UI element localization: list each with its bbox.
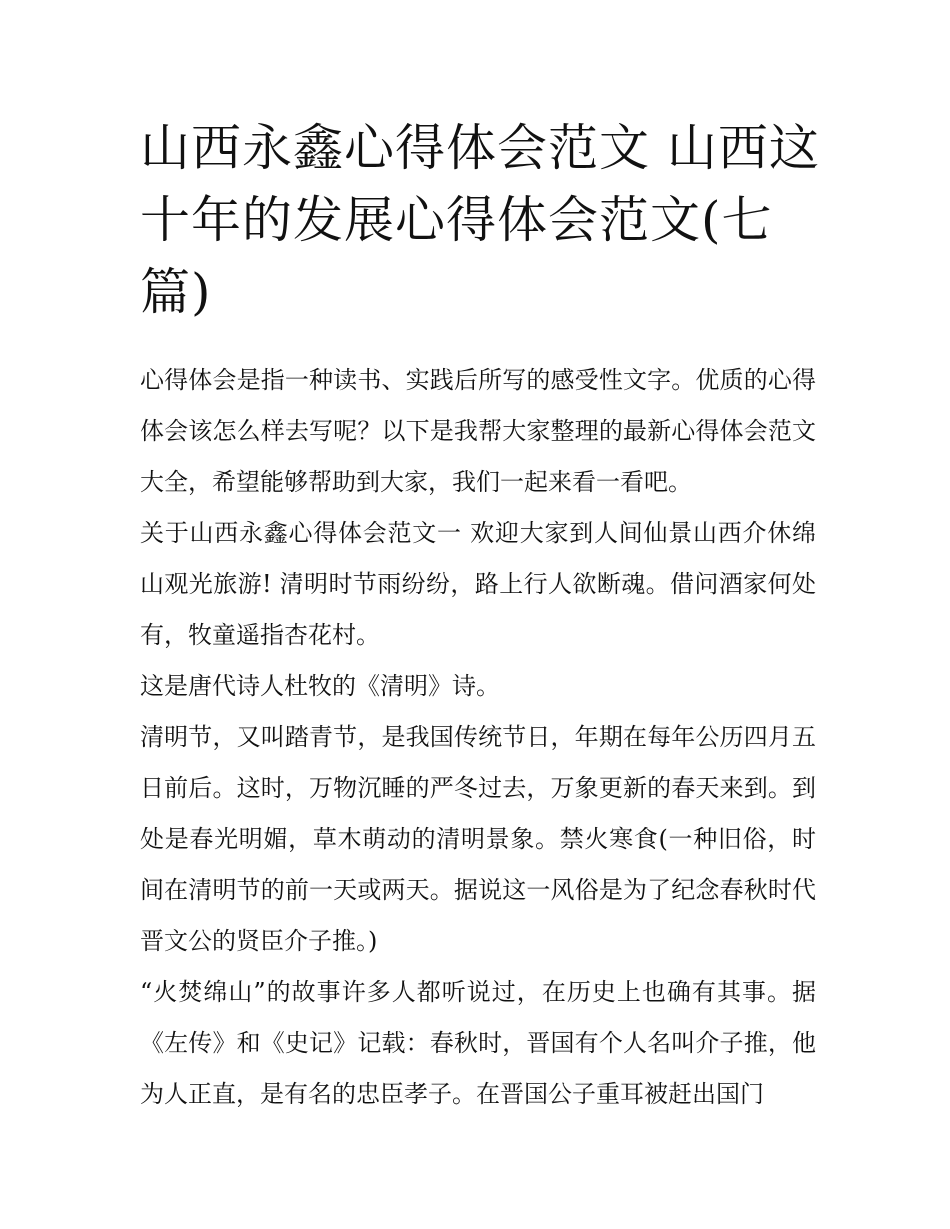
- document-body: [140, 355, 816, 1120]
- document-title: 山西永鑫心得体会范文 山西这十年的发展心得体会范文(七篇): [140, 119, 820, 321]
- paragraph-essay-one-opening: 关于山西永鑫心得体会范文一 欢迎大家到人间仙景山西介休绵山观光旅游! 清明时节雨纷纷，路上行人欲断魂。借问酒家何处有，牧童遥指杏花村。: [140, 519, 816, 649]
- paragraph-poem-source: 这是唐代诗人杜牧的《清明》诗。: [140, 672, 500, 700]
- paragraph-mianshan-story: “火焚绵山”的故事许多人都听说过，在历史上也确有其事。据《左传》和《史记》记载：春秋时，晋国有个人名叫介子推，他为人正直，是有名的忠臣孝子。在晋国公子重耳被赶出国门: [140, 978, 816, 1108]
- paragraph-intro: 心得体会是指一种读书、实践后所写的感受性文字。优质的心得体会该怎么样去写呢？以下是我帮大家整理的最新心得体会范文大全，希望能够帮助到大家，我们一起来看一看吧。: [140, 366, 816, 496]
- paragraph-qingming-festival: 清明节，又叫踏青节，是我国传统节日，年期在每年公历四月五日前后。这时，万物沉睡的严冬过去，万象更新的春天来到。到处是春光明媚，草木萌动的清明景象。禁火寒食(一种旧俗，时间在清明节的前一天或两天。据说这一风俗是为了纪念春秋时代晋文公的贤臣介子推。): [140, 723, 816, 955]
